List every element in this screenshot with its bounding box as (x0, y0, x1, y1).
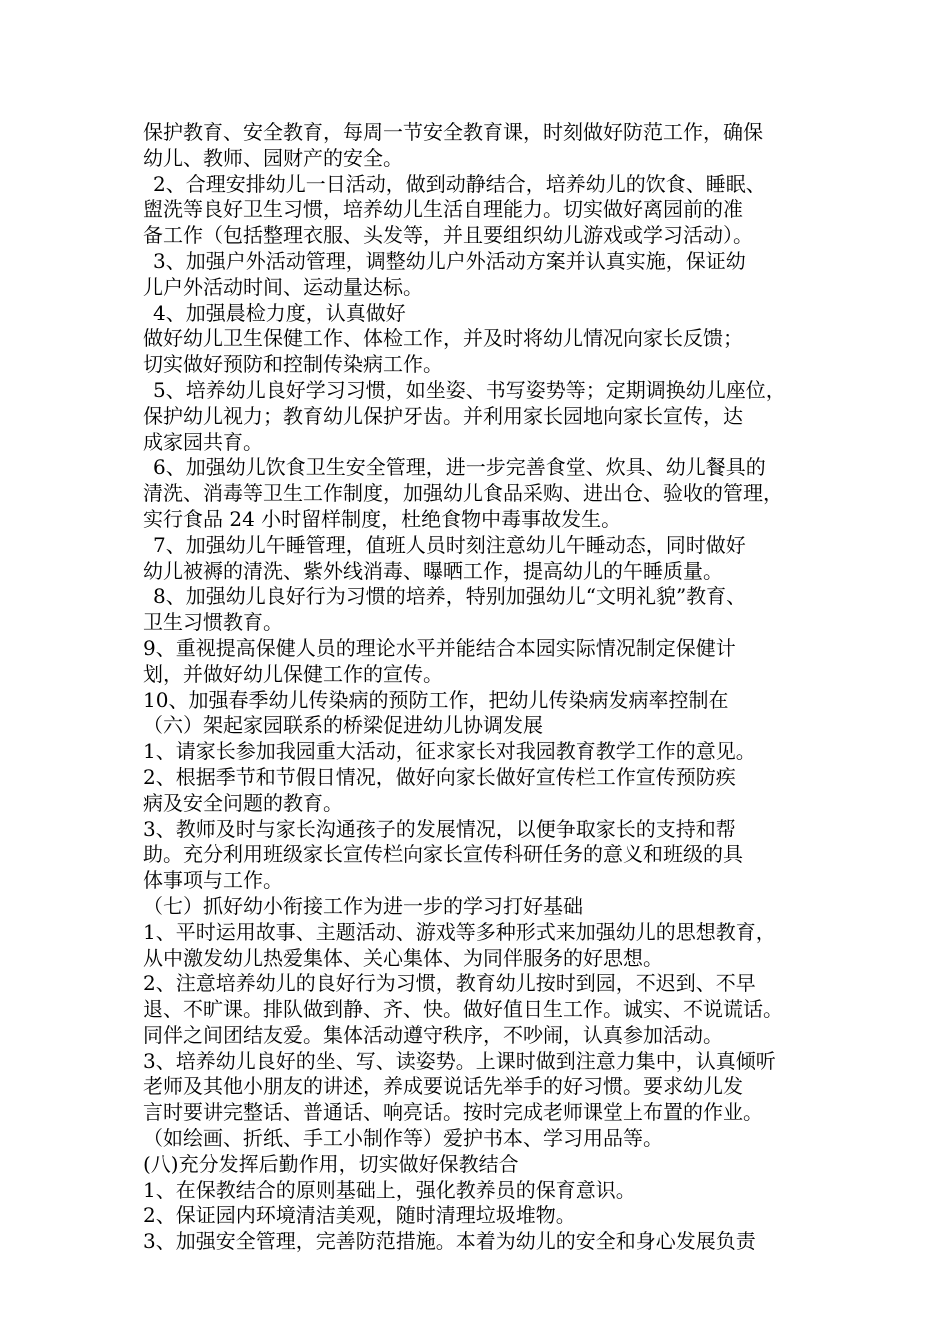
section-heading: （七）抓好幼小衔接工作为进一步的学习打好基础 (143, 893, 583, 918)
text-line: 老师及其他小朋友的讲述，养成要说话先举手的好习惯。要求幼儿发 (143, 1074, 743, 1099)
text-line: 2、根据季节和节假日情况，做好向家长做好宣传栏工作宣传预防疾 (143, 764, 736, 789)
text-line: 体事项与工作。 (143, 868, 283, 893)
text-line: 1、请家长参加我园重大活动，征求家长对我园教育教学工作的意见。 (143, 739, 756, 764)
text-line: 1、平时运用故事、主题活动、游戏等多种形式来加强幼儿的思想教育， (143, 919, 776, 944)
text-line: 2、合理安排幼儿一日活动，做到动静结合，培养幼儿的饮食、睡眠、 (153, 171, 766, 196)
text-line: 儿户外活动时间、运动量达标。 (143, 274, 423, 299)
text-line: 病及安全问题的教育。 (143, 790, 343, 815)
text-line: 7、加强幼儿午睡管理，值班人员时刻注意幼儿午睡动态，同时做好 (153, 532, 746, 557)
text-line: 卫生习惯教育。 (143, 610, 283, 635)
text-line: 实行食品 24 小时留样制度，杜绝食物中毒事故发生。 (143, 506, 622, 531)
text-line: 5、培养幼儿良好学习习惯，如坐姿、书写姿势等；定期调换幼儿座位， (153, 377, 786, 402)
section-heading: （六）架起家园联系的桥梁促进幼儿协调发展 (143, 713, 543, 738)
text-line: 幼儿被褥的清洗、紫外线消毒、曝晒工作，提高幼儿的午睡质量。 (143, 558, 723, 583)
text-line: 10、加强春季幼儿传染病的预防工作，把幼儿传染病发病率控制在 (143, 687, 729, 712)
text-line: 同伴之间团结友爱。集体活动遵守秩序，不吵闹，认真参加活动。 (143, 1022, 723, 1047)
text-line: 2、保证园内环境清洁美观，随时清理垃圾堆物。 (143, 1203, 576, 1228)
text-line: 退、不旷课。排队做到静、齐、快。做好值日生工作。诚实、不说谎话。 (143, 997, 783, 1022)
text-line: 言时要讲完整话、普通话、响亮话。按时完成老师课堂上布置的作业。 (143, 1100, 763, 1125)
text-line: 划，并做好幼儿保健工作的宣传。 (143, 661, 443, 686)
text-line: 保护幼儿视力；教育幼儿保护牙齿。并利用家长园地向家长宣传，达 (143, 403, 743, 428)
text-line: 3、加强安全管理，完善防范措施。本着为幼儿的安全和身心发展负责 (143, 1229, 756, 1254)
text-line: 3、加强户外活动管理，调整幼儿户外活动方案并认真实施，保证幼 (153, 248, 746, 273)
text-line: 切实做好预防和控制传染病工作。 (143, 352, 443, 377)
document-body (143, 120, 823, 1255)
text-line: （如绘画、折纸、手工小制作等）爱护书本、学习用品等。 (143, 1126, 663, 1151)
text-line: 助。充分利用班级家长宣传栏向家长宣传科研任务的意义和班级的具 (143, 842, 743, 867)
text-line: 盥洗等良好卫生习惯，培养幼儿生活自理能力。切实做好离园前的准 (143, 197, 743, 222)
section-heading: (八)充分发挥后勤作用，切实做好保教结合 (143, 1151, 519, 1176)
text-line: 9、重视提高保健人员的理论水平并能结合本园实际情况制定保健计 (143, 635, 736, 660)
text-line: 保护教育、安全教育，每周一节安全教育课，时刻做好防范工作，确保 (143, 120, 763, 144)
text-line: 2、注意培养幼儿的良好行为习惯，教育幼儿按时到园，不迟到、不早 (143, 971, 756, 996)
text-line: 3、教师及时与家长沟通孩子的发展情况，以便争取家长的支持和帮 (143, 816, 736, 841)
text-line: 成家园共育。 (143, 429, 263, 454)
text-line: 6、加强幼儿饮食卫生安全管理，进一步完善食堂、炊具、幼儿餐具的 (153, 455, 766, 480)
text-line: 8、加强幼儿良好行为习惯的培养，特别加强幼儿“文明礼貌”教育、 (153, 584, 747, 609)
text-line: 备工作（包括整理衣服、头发等，并且要组织幼儿游戏或学习活动）。 (143, 223, 753, 248)
text-line: 4、加强晨检力度，认真做好 (153, 300, 406, 325)
text-line: 做好幼儿卫生保健工作、体检工作，并及时将幼儿情况向家长反馈； (143, 326, 743, 351)
text-line: 清洗、消毒等卫生工作制度，加强幼儿食品采购、进出仓、验收的管理， (143, 481, 783, 506)
text-line: 从中激发幼儿热爱集体、关心集体、为同伴服务的好思想。 (143, 945, 663, 970)
text-line: 幼儿、教师、园财产的安全。 (143, 145, 403, 170)
text-line: 1、在保教结合的原则基础上，强化教养员的保育意识。 (143, 1177, 636, 1202)
text-line: 3、培养幼儿良好的坐、写、读姿势。上课时做到注意力集中，认真倾听 (143, 1048, 776, 1073)
